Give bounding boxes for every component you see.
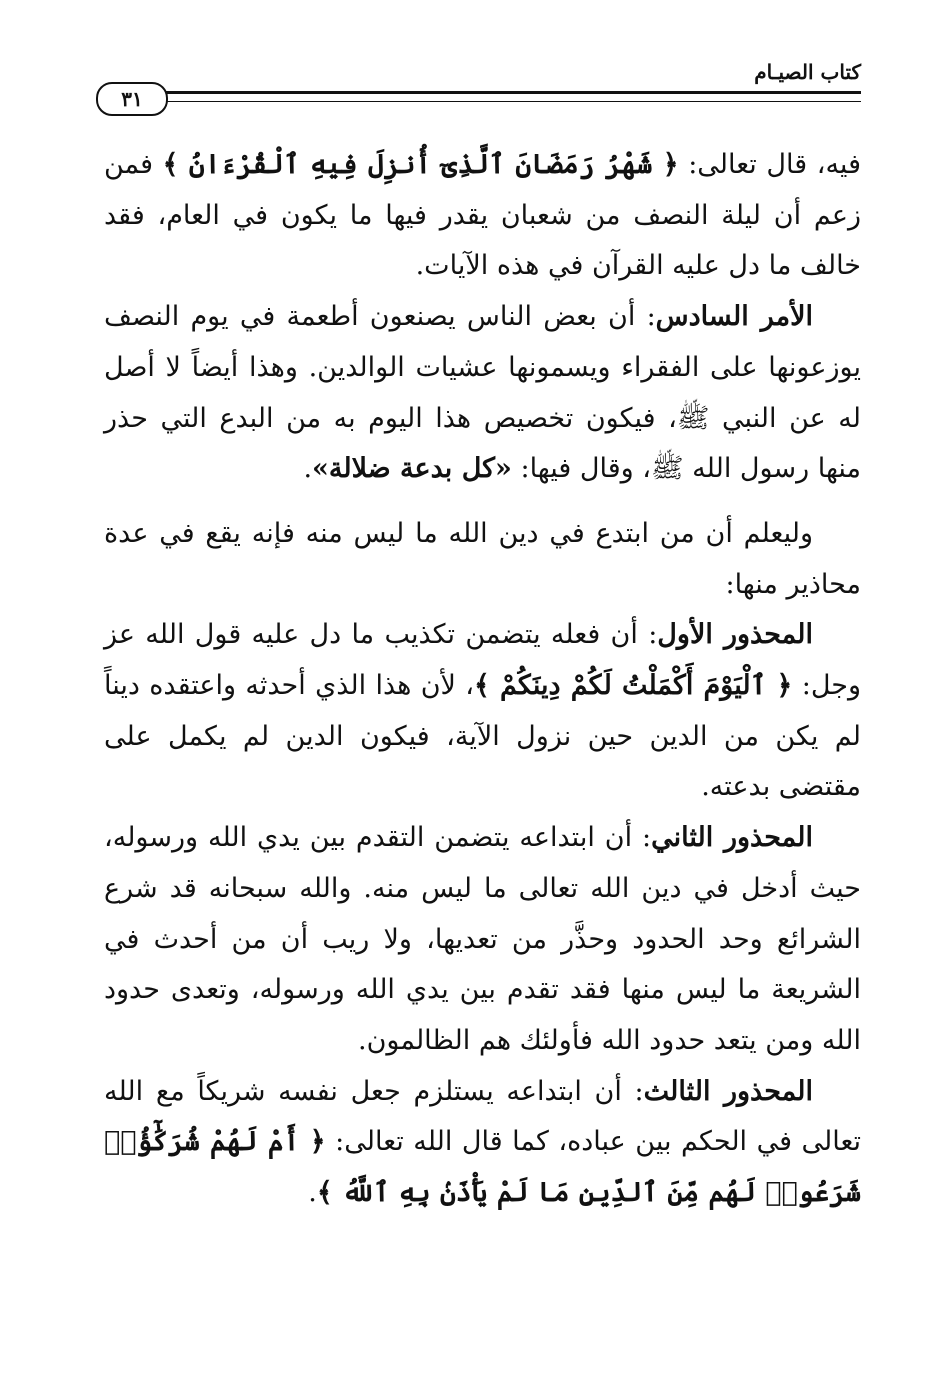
paragraph-2-text-b: .: [303, 453, 313, 485]
body-text: [104, 140, 861, 1219]
paragraph-1: [104, 140, 861, 292]
paragraph-2-text-a: : أن بعض الناس يصنعون أطعمة في يوم النصف يوزعونها على الفقراء ويسمونها عشيات الوالدين. وهذا أيضاً لا أصل له عن النبي ﷺ، فيكون تخصيص هذا اليوم به من البدع التي حذر منها رسول الله ﷺ، وقال فيها:: [104, 301, 861, 485]
paragraph-5-text: : أن ابتداعه يتضمن التقدم بين يدي الله ورسوله، حيث أدخل في دين الله تعالى ما ليس منه. والله سبحانه قد شرع الشرائع وحد الحدود وحذَّر من تعديها، ولا ريب أن من أحدث في الشريعة ما ليس منها فقد تقدم بين يدي الله ورسوله، وتعدى حدود الله ومن يتعد حدود الله فأولئك هم الظالمون.: [104, 822, 861, 1056]
quran-verse-3: ﴿ أَمْ لَهُمْ شُرَكَٰٓؤُا۟ شَرَعُوا۟ لَهُم مِّنَ ٱلدِّينِ مَا لَمْ يَأْذَنۢ بِهِ ٱللَّهُ ﴾: [104, 1126, 861, 1209]
hadith-quote: «كل بدعة ضلالة»: [312, 453, 512, 485]
paragraph-3: [104, 509, 861, 610]
paragraph-4-text-b: ، لأن هذا الذي أحدثه واعتقده ديناً لم يكن من الدين حين نزول الآية، فيكون الدين لم يكمل على مقتضى بدعته.: [104, 670, 861, 803]
paragraph-4-text-a: : أن فعله يتضمن تكذيب ما دل عليه قول الله عز وجل:: [104, 619, 861, 702]
header-rule: [158, 91, 861, 102]
paragraph-2: [104, 292, 861, 495]
paragraph-6-text-a: : أن ابتداعه يستلزم جعل نفسه شريكاً مع الله تعالى في الحكم بين عباده، كما قال الله تعالى:: [104, 1075, 861, 1158]
heading-sixth-matter: الأمر السادس: [655, 301, 813, 333]
paragraph-6-text-b: .: [308, 1177, 317, 1209]
heading-first-caution: المحذور الأول: [657, 619, 813, 651]
heading-third-caution: المحذور الثالث: [643, 1075, 813, 1107]
quran-verse-2: ﴿ ٱلْيَوْمَ أَكْمَلْتُ لَكُمْ دِينَكُمْ ﴾: [473, 670, 793, 702]
quran-verse-1: ﴿ شَهْرُ رَمَضَانَ ٱلَّذِىٓ أُنزِلَ فِيهِ ٱلْقُرْءَانُ ﴾: [162, 149, 679, 180]
paragraph-5: [104, 813, 861, 1067]
heading-second-caution: المحذور الثاني: [651, 822, 813, 854]
running-header-title: كتاب الصيـام: [754, 60, 861, 84]
paragraph-1-text-a: فيه، قال تعالى:: [678, 149, 861, 180]
page-number: ٣١: [121, 87, 143, 111]
paragraph-3-text: وليعلم أن من ابتدع في دين الله ما ليس منه فإنه يقع في عدة محاذير منها:: [104, 517, 861, 600]
paragraph-4: [104, 610, 861, 813]
paragraph-1-text-b: فمن زعم أن ليلة النصف من شعبان يقدر فيها ما يكون في العام، فقد خالف ما دل عليه القرآن في هذه الآيات.: [104, 149, 861, 282]
page-number-badge: [96, 82, 168, 116]
paragraph-6: [104, 1067, 861, 1219]
